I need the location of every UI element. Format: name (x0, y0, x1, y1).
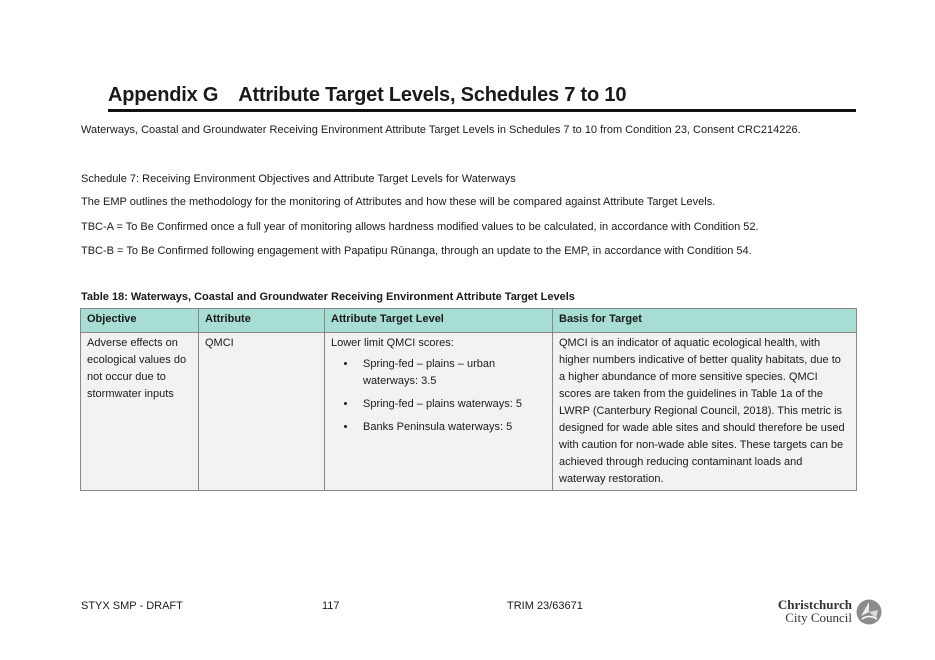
column-header-basis: Basis for Target (553, 309, 857, 333)
table-row (81, 333, 857, 491)
column-header-attribute: Attribute (199, 309, 325, 333)
objective-cell: Adverse effects on ecological values do not occur due to stormwater inputs (81, 333, 199, 491)
emp-paragraph: The EMP outlines the methodology for the monitoring of Attributes and how these will be compared against Attribute Target Levels. (81, 196, 716, 208)
target-level-intro: Lower limit QMCI scores: (331, 337, 454, 349)
page-heading (108, 84, 856, 112)
tbc-a-paragraph: TBC-A = To Be Confirmed once a full year of monitoring allows hardness modified values to be calculated, in accordance with Condition 52. (81, 221, 759, 233)
column-header-target-level: Attribute Target Level (325, 309, 553, 333)
footer-page-number: 117 (322, 600, 340, 612)
target-level-cell (325, 333, 553, 491)
logo-line-1: Christchurch (777, 597, 852, 612)
attribute-target-table (80, 308, 857, 491)
appendix-label: Appendix G (108, 84, 219, 106)
intro-text: Waterways, Coastal and Groundwater Receiving Environment Attribute Target Levels in Schedules 7 to 10 from Condition 23, Consent CRC214226. (81, 124, 801, 136)
table-header-row (81, 309, 857, 333)
list-item: • Banks Peninsula waterways: 5 (357, 419, 546, 436)
council-logo (769, 598, 884, 628)
council-logo-icon (856, 599, 882, 625)
footer-trim-reference: TRIM 23/63671 (507, 600, 583, 612)
attribute-cell: QMCI (199, 333, 325, 491)
column-header-objective: Objective (81, 309, 199, 333)
list-item: • Spring-fed – plains – urban waterways: 3.5 (357, 356, 546, 390)
basis-cell: QMCI is an indicator of aquatic ecological health, with higher numbers indicative of better quality habitats, due to a higher abundance of more sensitive species. QMCI scores are taken from the guidelines in Table 1a of the LWRP (Canterbury Regional Council, 2018). This metric is designed for wade able sites and should therefore be used with caution for non-wade able sites. These targets can be achieved through reducing contaminant loads and waterway restoration. (553, 333, 857, 491)
tbc-b-paragraph: TBC-B = To Be Confirmed following engagement with Papatipu Rūnanga, through an update to the EMP, in accordance with Condition 54. (81, 245, 752, 257)
list-item: • Spring-fed – plains waterways: 5 (357, 396, 546, 413)
logo-line-2: City Council (785, 610, 852, 625)
table-caption: Table 18: Waterways, Coastal and Groundwater Receiving Environment Attribute Target Levels (81, 291, 575, 303)
appendix-title: Attribute Target Levels, Schedules 7 to 10 (238, 84, 627, 106)
schedule-heading: Schedule 7: Receiving Environment Objectives and Attribute Target Levels for Waterways (81, 173, 516, 185)
target-level-list (331, 356, 546, 436)
footer-document-name: STYX SMP - DRAFT (81, 600, 183, 612)
